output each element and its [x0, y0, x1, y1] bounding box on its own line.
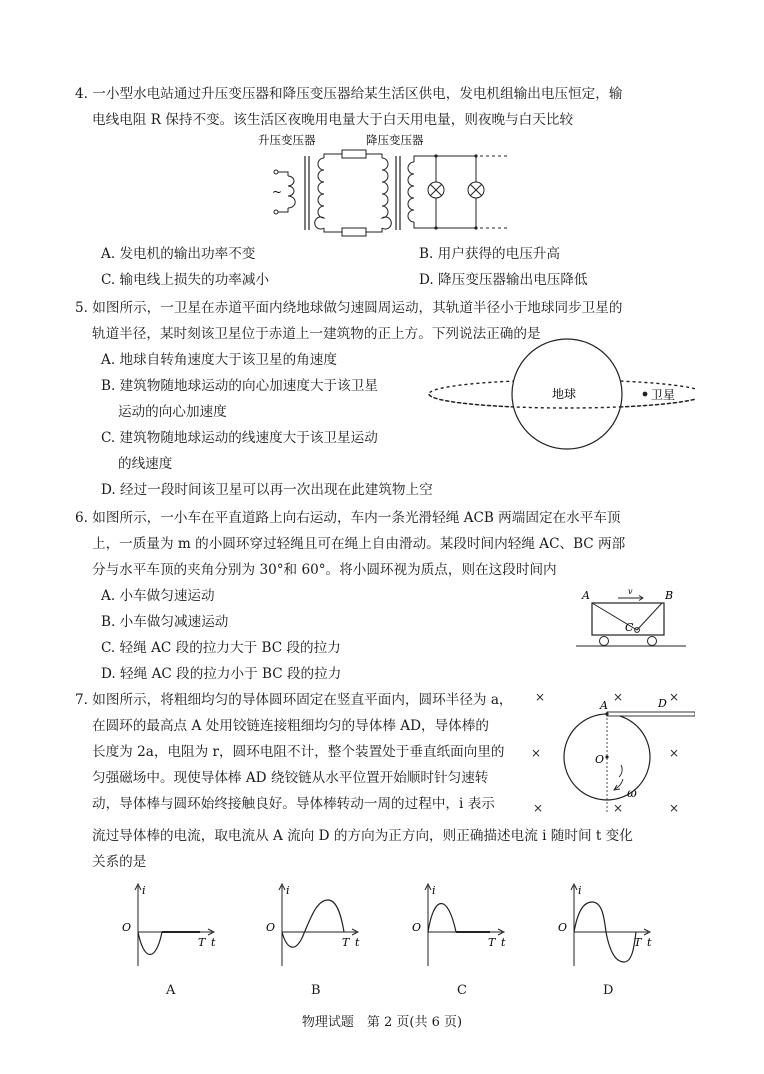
svg-text:×: × — [535, 690, 546, 704]
q7-label-o: O — [595, 753, 605, 766]
q7-graph-c-T-label: T — [488, 936, 496, 949]
q5-option-b-line1[interactable]: B. 建筑物随地球运动的向心加速度大于该卫星 — [101, 378, 378, 394]
q7-graph-a-i-label: i — [142, 884, 146, 897]
q4-option-a[interactable]: A. 发电机的输出功率不变 — [101, 246, 256, 262]
svg-text:×: × — [613, 801, 624, 815]
q5-option-c-line1[interactable]: C. 建筑物随地球运动的线速度大于该卫星运动 — [101, 430, 378, 446]
q4-option-d[interactable]: D. 降压变压器输出电压降低 — [419, 272, 588, 288]
q7-graph-d-caption: D — [603, 983, 614, 998]
q6-stem-line1: 6. 如图所示，一小车在平直道路上向右运动，车内一条光滑轻绳 ACB 两端固定在水平车顶 — [75, 510, 621, 526]
q6-label-a: A — [582, 589, 590, 602]
q7-stem-line3: 长度为 2a，电阻为 r，圆环电阻不计，整个装置处于垂直纸面向里的 — [92, 744, 505, 760]
q7-graph-b-i-label: i — [286, 884, 290, 897]
svg-text:×: × — [669, 801, 680, 815]
q5-option-b-line2: 运动的向心加速度 — [118, 404, 227, 420]
q6-option-d[interactable]: D. 轻绳 AC 段的拉力小于 BC 段的拉力 — [101, 666, 342, 682]
q7-graph-b-t-label: t — [355, 936, 360, 949]
q7-stem-line6: 流过导体棒的电流，取电流从 A 流向 D 的方向为正方向，则正确描述电流 i 随时间 t 变化 — [92, 828, 633, 844]
q6-label-v: v — [628, 587, 633, 596]
q7-graph-d-T-label: T — [634, 936, 642, 949]
q4-stem-line2: 电线电阻 R 保持不变。该生活区夜晚用电量大于白天用电量，则夜晚与白天比较 — [92, 112, 574, 128]
q5-satellite-label: 卫星 — [651, 388, 676, 402]
q6-stem-line3: 分与水平车顶的夹角分别为 30°和 60°。将小圆环视为质点，则在这段时间内 — [92, 562, 557, 578]
q7-graph-c[interactable] — [408, 880, 518, 970]
q7-stem-line1: 7. 如图所示，将粗细均匀的导体圆环固定在竖直平面内，圆环半径为 a， — [75, 692, 513, 708]
q7-graph-b-curve — [282, 900, 344, 947]
q4-label-step-up: 升压变压器 — [258, 133, 316, 147]
q5-satellite-dot — [643, 392, 648, 397]
q5-option-a[interactable]: A. 地球自转角速度大于该卫星的角速度 — [101, 352, 337, 368]
q7-graph-a-curve — [138, 932, 162, 955]
q6-option-b[interactable]: B. 小车做匀减速运动 — [101, 614, 229, 630]
q4-option-b[interactable]: B. 用户获得的电压升高 — [419, 246, 560, 262]
q7-graph-b[interactable] — [262, 880, 372, 970]
q7-stem-line2: 在圆环的最高点 A 处用铰链连接粗细均匀的导体棒 AD，导体棒的 — [92, 718, 489, 734]
q7-stem-line5: 动，导体棒与圆环始终接触良好。导体棒转动一周的过程中，i 表示 — [92, 796, 495, 812]
page-footer: 物理试题 第 2 页(共 6 页) — [301, 1015, 463, 1030]
q5-option-c-line2: 的线速度 — [118, 456, 173, 472]
q6-stem-line2: 上，一质量为 m 的小圆环穿过轻绳且可在绳上自由滑动。某段时间内轻绳 AC、BC 两部 — [92, 536, 626, 552]
q7-graph-b-o-label: O — [266, 921, 276, 934]
q7-graph-a[interactable] — [118, 880, 228, 970]
q6-wheel-left — [600, 637, 609, 646]
q7-conductor-rod — [607, 712, 695, 716]
q7-graph-a-T-label: T — [198, 936, 206, 949]
q6-label-c: C — [625, 621, 634, 634]
q4-lamp-1 — [428, 154, 444, 229]
q7-graph-c-curve — [428, 904, 456, 933]
q7-rotation-arrow — [615, 779, 623, 789]
q6-rope-bc — [637, 603, 662, 630]
q7-graph-a-t-label: t — [211, 936, 216, 949]
svg-text:×: × — [669, 690, 680, 704]
q7-ring-figure — [525, 685, 695, 825]
q7-graph-c-i-label: i — [432, 884, 436, 897]
svg-text:×: × — [613, 690, 624, 704]
q7-graph-a-o-label: O — [122, 921, 132, 934]
q6-option-a[interactable]: A. 小车做匀速运动 — [101, 588, 215, 604]
q4-transformer-figure — [258, 130, 518, 238]
q4-option-c[interactable]: C. 输电线上损失的功率减小 — [101, 272, 270, 288]
q7-graph-c-o-label: O — [412, 921, 422, 934]
svg-text:×: × — [533, 801, 544, 815]
svg-text:×: × — [531, 746, 542, 760]
q5-option-d[interactable]: D. 经过一段时间该卫星可以再一次出现在此建筑物上空 — [101, 482, 433, 498]
q5-orbit-figure — [425, 338, 695, 453]
q5-stem-line2: 轨道半径，某时刻该卫星位于赤道上一建筑物的正上方。下列说法正确的是 — [92, 326, 541, 342]
q7-graph-b-caption: B — [311, 983, 321, 998]
q7-graph-c-t-label: t — [501, 936, 506, 949]
q7-label-d: D — [658, 697, 667, 710]
q5-stem-line1: 5. 如图所示，一卫星在赤道平面内绕地球做匀速圆周运动，其轨道半径小于地球同步卫星的 — [75, 300, 623, 316]
q6-cart-figure — [570, 585, 690, 657]
q7-stem-line4: 匀强磁场中。现使导体棒 AD 绕铰链从水平位置开始顺时针匀速转 — [92, 770, 489, 786]
q7-graph-d-t-label: t — [647, 936, 652, 949]
q7-label-omega: ω — [627, 786, 637, 800]
q6-option-c[interactable]: C. 轻绳 AC 段的拉力大于 BC 段的拉力 — [101, 640, 341, 656]
q4-lamp-2 — [468, 154, 484, 229]
q5-earth-label: 地球 — [552, 387, 577, 401]
q7-graph-b-T-label: T — [342, 936, 350, 949]
q7-graph-d[interactable] — [554, 880, 664, 970]
q4-stem-line1: 4. 一小型水电站通过升压变压器和降压变压器给某生活区供电，发电机组输出电压恒定，输 — [75, 86, 623, 102]
q6-label-b: B — [665, 589, 674, 602]
q7-graph-d-i-label: i — [578, 884, 582, 897]
q7-label-a: A — [600, 699, 608, 712]
q7-graph-d-o-label: O — [558, 921, 568, 934]
q7-graph-c-caption: C — [457, 983, 467, 998]
svg-text:×: × — [669, 746, 680, 760]
q7-stem-line7: 关系的是 — [92, 854, 147, 870]
q6-wheel-right — [648, 637, 657, 646]
q4-ac-source-symbol: ~ — [272, 185, 283, 199]
q4-label-step-down: 降压变压器 — [366, 133, 424, 147]
q7-graph-a-caption: A — [166, 983, 176, 998]
